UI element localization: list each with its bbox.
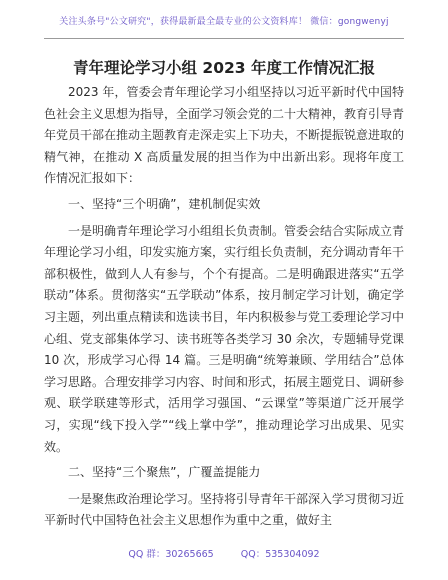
section-heading-2: 二、坚持“三个聚焦”，广覆盖提能力 xyxy=(68,465,261,480)
section-2-paragraph: 一是聚焦政治理论学习。坚持将引导青年干部深入学习贯彻习近平新时代中国特色社会主义思想作为重中之重，做好主 xyxy=(44,491,405,528)
footer-contact xyxy=(0,546,448,560)
section-heading-1: 一、坚持“三个明确”，建机制促实效 xyxy=(68,196,261,211)
document-body xyxy=(44,82,404,533)
header-divider xyxy=(44,38,404,39)
intro-paragraph: 2023 年，管委会青年理论学习小组坚持以习近平新时代中国特色社会主义思想为指导，全面学习领会党的二十大精神，教育引导青年党员干部在推动主题教育走深走实上下功夫，不断提振锐意进取的精气神，在推动 X 高质量发展的担当作为中出新出彩。现将年度工作情况汇报如下： xyxy=(44,85,405,186)
header-banner: 关注头条号"公文研究"，获得最新最全最专业的公文资料库！ 微信：gongwenyj xyxy=(59,17,389,27)
footer-qq: QQ：535304092 xyxy=(240,549,320,560)
footer-qq-group: QQ 群：30265665 xyxy=(128,549,214,560)
document-title: 青年理论学习小组 2023 年度工作情况汇报 xyxy=(73,59,375,77)
section-1-paragraph: 一是明确青年理论学习小组组长负责制。管委会结合实际成立青年理论学习小组，印发实施方案，实行组长负责制，充分调动青年干部积极性，做到人人有参与，个个有提高。二是明确跟进落实“五学联动”体系。贯彻落实“五学联动”体系，按月制定学习计划，确定学习主题，列出重点精读和选读书目，年内积极参与党工委理论学习中心组、党支部集体学习、读书班等各类学习 30 余次，专题辅导党课 10 次，形成学习心得 14 篇。三是明确“统筹兼顾、学用结合”总体学习思路。合理安排学习内容、时间和形式，拓展主题党日、调研参观、联学联建等形式，活用学习强国、“云课堂”等渠道广泛开展学习，实现“线下投入学”“线上掌中学”，推动理论学习出成果、见实效。 xyxy=(44,223,405,454)
